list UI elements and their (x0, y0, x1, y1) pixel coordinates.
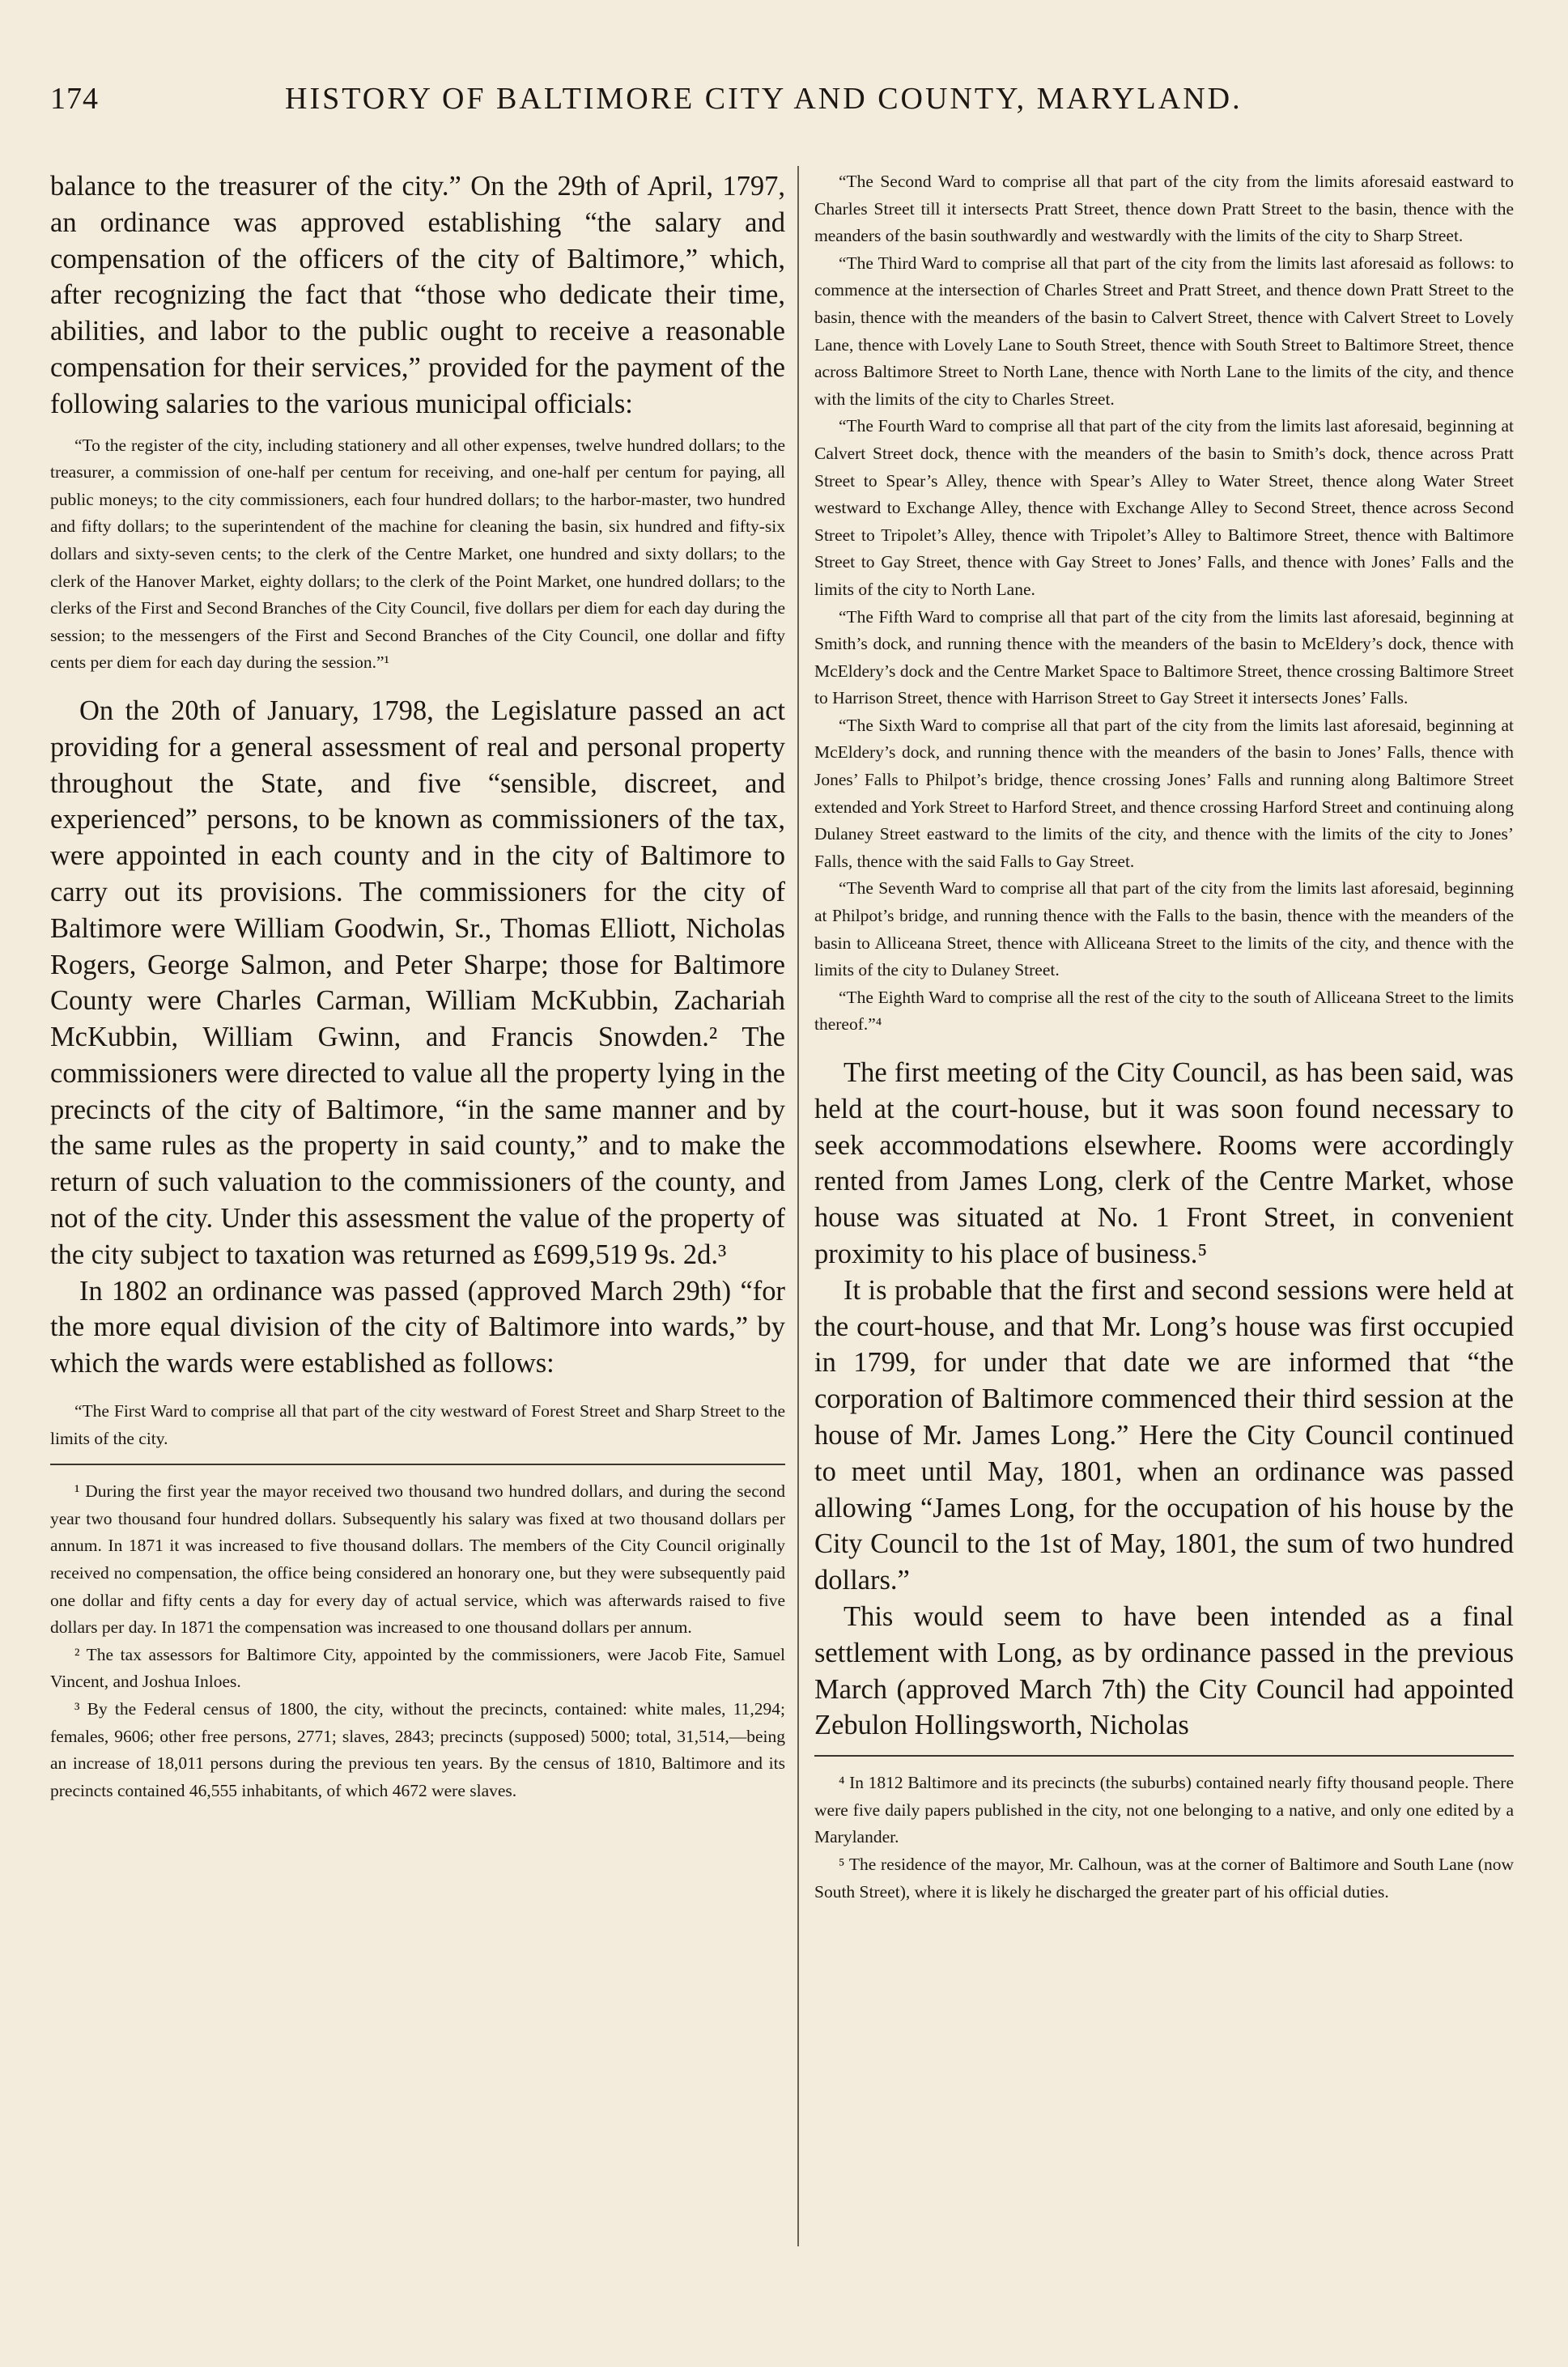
block-quote: “The Third Ward to comprise all that part of the city from the limits last aforesaid as follows: to commence at the intersection of Charles Street and Pratt Street, and thence down Pratt Street to the basin, thence with the meanders of the basin to Calvert Street, thence with Calvert Street to Lovely Lane, thence with Lovely Lane to South Street, thence with South Street to Baltimore Street, thence across Baltimore Street to North Lane, thence with North Lane to the limits of the city, and thence with the limits of the city to Charles Street. (814, 253, 1514, 409)
page-header (50, 81, 1517, 130)
running-title: HISTORY OF BALTIMORE CITY AND COUNTY, MARYLAND. (285, 82, 1243, 116)
block-quote: “The Seventh Ward to comprise all that part of the city from the limits last aforesaid, beginning at Philpot’s bridge, and running thence with the Falls to the basin, thence with the meanders of the basin to Alliceana Street, thence with Alliceana Street to the limits of the city, and thence with the limits of the city to Dulaney Street. (814, 878, 1514, 980)
block-quote: “The First Ward to comprise all that part of the city westward of Forest Street and Sharp Street to the limits of the city. (50, 1401, 785, 1448)
footnote: ⁵ The residence of the mayor, Mr. Calhoun, was at the corner of Baltimore and South Lane (now South Street), where it is likely he discharged the greater part of his official duties. (814, 1854, 1514, 1902)
block-quote: “The Sixth Ward to comprise all that part of the city from the limits last aforesaid, beginning at McEldery’s dock, and running thence with the meanders of the basin to Jones’ Falls, thence with Jones’ Falls to Philpot’s bridge, thence crossing Jones’ Falls and running along Baltimore Street extended and York Street to Harford Street, and thence crossing Harford Street and continuing along Dulaney Street eastward to the limits of the city, and thence with the limits of the city to Jones’ Falls, thence with the said Falls to Gay Street. (814, 715, 1514, 871)
block-quote: “The Fourth Ward to comprise all that part of the city from the limits last aforesaid, beginning at Calvert Street dock, thence with the meanders of the basin to Smith’s dock, thence across Pratt Street to Spear’s Alley, thence with Spear’s Alley to Water Street, thence along Water Street westward to Exchange Alley, thence with Exchange Alley to Second Street, thence across Second Street to Tripolet’s Alley, thence with Tripolet’s Alley to Baltimore Street, thence with Baltimore Street to Gay Street, thence with Gay Street to Jones’ Falls, and thence with Jones’ Falls and the limits of the city to North Lane. (814, 416, 1514, 599)
block-quote: “The Eighth Ward to comprise all the rest of the city to the south of Alliceana Street to the limits thereof.”⁴ (814, 987, 1514, 1035)
footnote: ⁴ In 1812 Baltimore and its precincts (the suburbs) contained nearly fifty thousand people. There were five daily papers published in the city, not one belonging to a native, and only one edited by a Marylander. (814, 1773, 1514, 1847)
left-column (50, 168, 785, 1804)
footnote: ² The tax assessors for Baltimore City, appointed by the commissioners, were Jacob Fite, Samuel Vincent, and Joshua Inloes. (50, 1644, 785, 1692)
column-divider (797, 166, 799, 2246)
paragraph: In 1802 an ordinance was passed (approved March 29th) “for the more equal division of the city of Baltimore into wards,” by which the wards were established as follows: (50, 1275, 785, 1379)
paragraph: On the 20th of January, 1798, the Legislature passed an act providing for a general assessment of real and personal property throughout the State, and five “sensible, discreet, and experienced” persons, to be known as commissioners of the tax, were appointed in each county and in the city of Baltimore to carry out its provisions. The commissioners for the city of Baltimore were William Goodwin, Sr., Thomas Elliott, Nicholas Rogers, George Salmon, and Peter Sharpe; those for Baltimore County were Charles Carman, William McKubbin, Zachariah McKubbin, William Gwinn, and Francis Snowden.² The commissioners were directed to value all the property lying in the precincts of the city of Baltimore, “in the same manner and by the same rules as the property in said county,” and to make the return of such valuation to the commissioners of the county, and not of the city. Under this assessment the value of the property of the city subject to taxation was returned as £699,519 9s. 2d.³ (50, 695, 785, 1270)
footnote-rule (50, 1464, 785, 1465)
footnote: ³ By the Federal census of 1800, the city, without the precincts, contained: white males, 11,294; females, 9606; other free persons, 2771; slaves, 2843; precincts (supposed) 5000; total, 31,514,—being an increase of 18,011 persons during the previous ten years. By the census of 1810, Baltimore and its precincts contained 46,555 inhabitants, of which 4672 were slaves. (50, 1699, 785, 1800)
footnote: ¹ During the first year the mayor received two thousand two hundred dollars, and during the second year two thousand four hundred dollars. Subsequently his salary was fixed at two thousand dollars per annum. In 1871 it was increased to five thousand dollars. The members of the City Council originally received no compensation, the office being considered an honorary one, but they were subsequently paid one dollar and fifty cents a day for every day of actual service, which was afterwards raised to five dollars per day. In 1871 the compensation was increased to one thousand dollars per annum. (50, 1481, 785, 1638)
paragraph: The first meeting of the City Council, as has been said, was held at the court-house, but it was soon found necessary to seek accommodations elsewhere. Rooms were accordingly rented from James Long, clerk of the Centre Market, whose house was situated at No. 1 Front Street, in convenient proximity to his place of business.⁵ (814, 1057, 1514, 1269)
block-quote: “The Second Ward to comprise all that part of the city from the limits aforesaid eastward to Charles Street till it intersects Pratt Street, thence down Pratt Street to the basin, thence with the meanders of the basin southwardly and westwardly with the limits of the city to Sharp Street. (814, 172, 1514, 246)
paragraph: It is probable that the first and second sessions were held at the court-house, and that Mr. Long’s house was first occupied in 1799, for under that date we are informed that “the corporation of Baltimore commenced their third session at the house of Mr. James Long.” Here the City Council continued to meet until May, 1801, when an ordinance was passed allowing “James Long, for the occupation of his house by the City Council to the 1st of May, 1801, the sum of two hundred dollars.” (814, 1274, 1514, 1596)
footnote-rule (814, 1755, 1514, 1757)
block-quote: “The Fifth Ward to comprise all that part of the city from the limits last aforesaid, beginning at Smith’s dock, and running thence with the meanders of the basin to McEldery’s dock, thence with McEldery’s dock and the Centre Market Space to Baltimore Street, thence crossing Baltimore Street to Harrison Street, thence with Harrison Street to Gay Street it intersects Jones’ Falls. (814, 606, 1514, 708)
page-number: 174 (50, 82, 99, 116)
right-column (814, 168, 1514, 1906)
block-quote: “To the register of the city, including stationery and all other expenses, twelve hundred dollars; to the treasurer, a commission of one-half per centum for receiving, and one-half per centum for paying, all public moneys; to the city commissioners, each four hundred dollars; to the harbor-master, two hundred and fifty dollars; to the superintendent of the machine for cleaning the basin, six hundred and fifty-six dollars and sixty-seven cents; to the clerk of the Centre Market, one hundred and sixty dollars; to the clerk of the Hanover Market, eighty dollars; to the clerk of the Point Market, one hundred dollars; to the clerks of the First and Second Branches of the City Council, five dollars per diem for each day during the session; to the messengers of the First and Second Branches of the City Council, one dollar and fifty cents per diem for each day during the session.”¹ (50, 435, 785, 673)
paragraph: This would seem to have been intended as a final settlement with Long, as by ordinance passed in the previous March (approved March 7th) the City Council had appointed Zebulon Hollingsworth, Nicholas (814, 1600, 1514, 1741)
paragraph: balance to the treasurer of the city.” On the 29th of April, 1797, an ordinance was approved establishing “the salary and compensation of the officers of the city of Baltimore,” which, after recognizing the fact that “those who dedicate their time, abilities, and labor to the public ought to receive a reasonable compensation for their services,” provided for the payment of the following salaries to the various municipal officials: (50, 171, 785, 419)
